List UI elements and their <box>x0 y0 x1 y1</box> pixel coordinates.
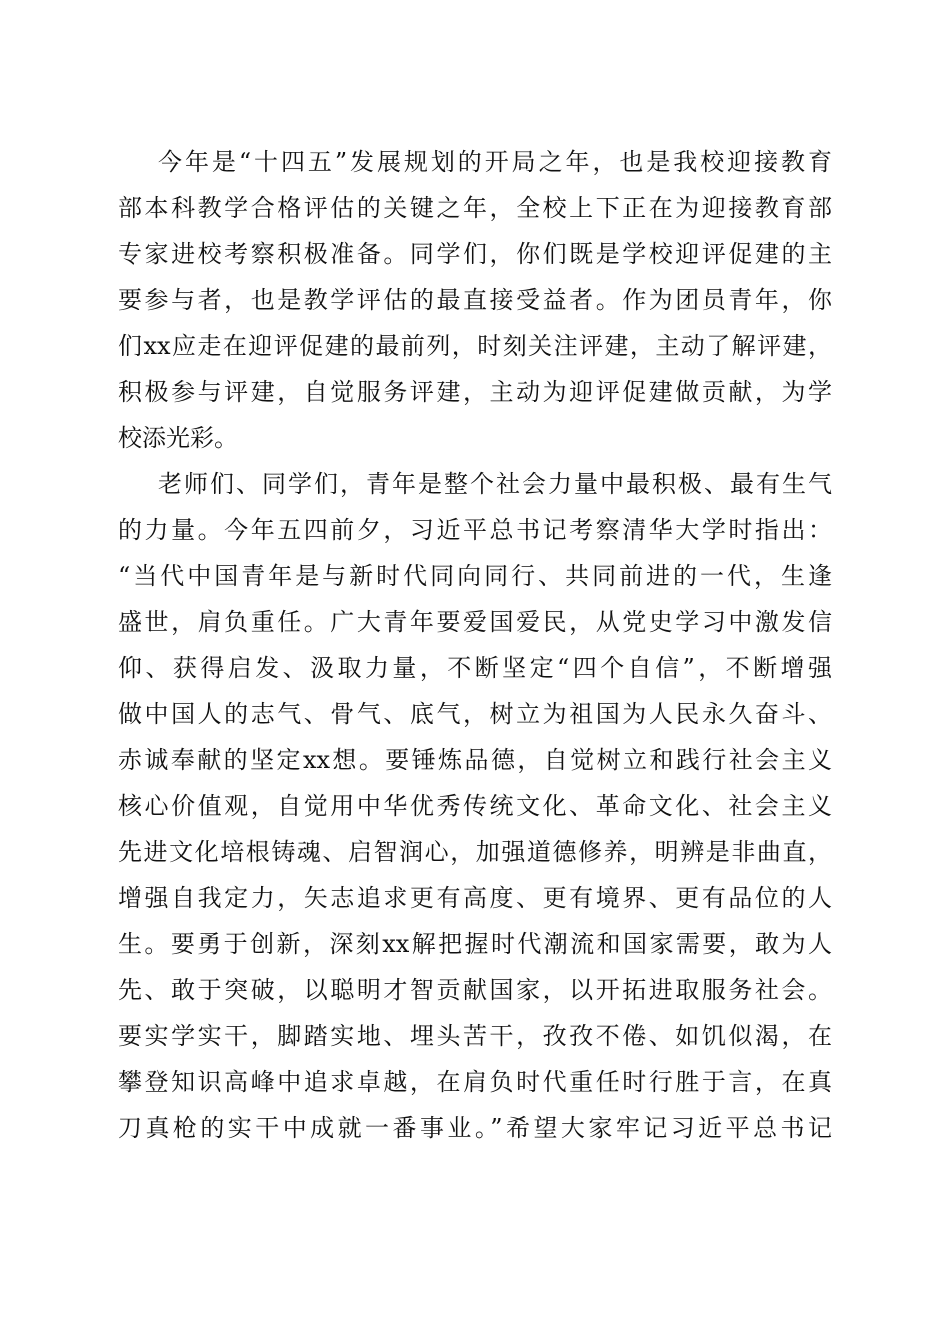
paragraph-1-line-5: 们xx应走在迎评促建的最前列，时刻关注评建，主动了解评建， <box>118 332 832 360</box>
paragraph-2-line-5: 仰、获得启发、汲取力量，不断坚定“四个自信”，不断增强 <box>118 654 832 682</box>
paragraph-2-line-2: 的力量。今年五四前夕，习近平总书记考察清华大学时指出： <box>118 516 832 544</box>
paragraph-2-line-8: 核心价值观，自觉用中华优秀传统文化、革命文化、社会主义 <box>118 792 832 820</box>
paragraph-1-line-2: 部本科教学合格评估的关键之年，全校上下正在为迎接教育部 <box>118 194 832 222</box>
paragraph-2-line-12: 先、敢于突破，以聪明才智贡献国家，以开拓进取服务社会。 <box>118 976 832 1004</box>
paragraph-2-line-15: 刀真枪的实干中成就一番事业。”希望大家牢记习近平总书记 <box>118 1114 832 1142</box>
paragraph-1-line-7: 校添光彩。 <box>118 424 238 452</box>
paragraph-2-line-14: 攀登知识高峰中追求卓越，在肩负时代重任时行胜于言，在真 <box>118 1068 832 1096</box>
paragraph-2-line-1: 老师们、同学们，青年是整个社会力量中最积极、最有生气 <box>158 470 832 498</box>
paragraph-2-line-7: 赤诚奉献的坚定xx想。要锤炼品德，自觉树立和践行社会主义 <box>118 746 832 774</box>
paragraph-2-line-4: 盛世，肩负重任。广大青年要爱国爱民，从党史学习中激发信 <box>118 608 832 636</box>
paragraph-2-line-6: 做中国人的志气、骨气、底气，树立为祖国为人民永久奋斗、 <box>118 700 832 728</box>
paragraph-1-line-1: 今年是“十四五”发展规划的开局之年，也是我校迎接教育 <box>158 148 832 176</box>
paragraph-2-line-13: 要实学实干，脚踏实地、埋头苦干，孜孜不倦、如饥似渴，在 <box>118 1022 832 1050</box>
paragraph-2-line-9: 先进文化培根铸魂、启智润心，加强道德修养，明辨是非曲直， <box>118 838 832 866</box>
paragraph-2-line-11: 生。要勇于创新，深刻xx解把握时代潮流和国家需要，敢为人 <box>118 930 832 958</box>
paragraph-2-line-10: 增强自我定力，矢志追求更有高度、更有境界、更有品位的人 <box>118 884 832 912</box>
paragraph-1-line-6: 积极参与评建，自觉服务评建，主动为迎评促建做贡献，为学 <box>118 378 832 406</box>
paragraph-1-line-3: 专家进校考察积极准备。同学们，你们既是学校迎评促建的主 <box>118 240 832 268</box>
paragraph-1-line-4: 要参与者，也是教学评估的最直接受益者。作为团员青年，你 <box>118 286 832 314</box>
paragraph-2-line-3: “当代中国青年是与新时代同向同行、共同前进的一代，生逢 <box>118 562 832 590</box>
